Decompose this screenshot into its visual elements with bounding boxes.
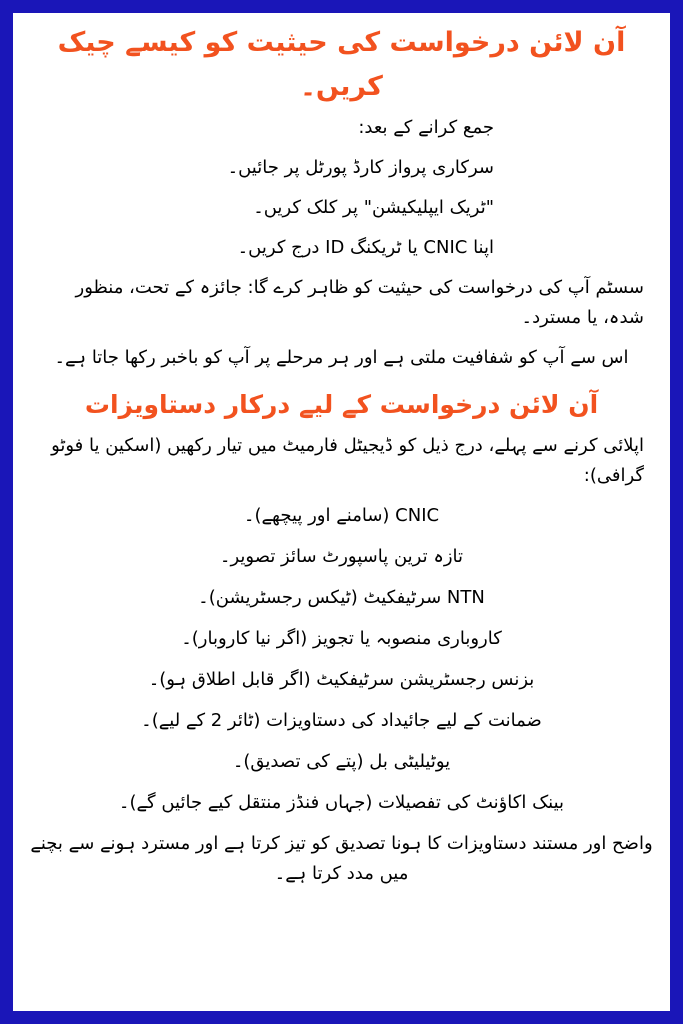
document-item: CNIC (سامنے اور پیچھے)۔	[243, 505, 440, 526]
section1-intro: جمع کرانے کے بعد:	[358, 117, 494, 138]
document-item: تازہ ترین پاسپورٹ سائز تصویر۔	[219, 546, 464, 567]
transparency-text: اس سے آپ کو شفافیت ملتی ہے اور ہر مرحلے پر آپ کو باخبر رکھا جاتا ہے۔	[54, 347, 629, 368]
document-item: بینک اکاؤنٹ کی تفصیلات (جہاں فنڈز منتقل کیے جائیں گے)۔	[118, 792, 565, 813]
document-item: ضمانت کے لیے جائیداد کی دستاویزات (ٹائر 2 کے لیے)۔	[141, 710, 542, 731]
status-text: سسٹم آپ کی درخواست کی حیثیت کو ظاہر کرے گا: جائزہ کے تحت، منظور شدہ، یا مسترد۔	[75, 277, 644, 328]
step-2: "ٹریک ایپلیکیشن" پر کلک کریں۔	[253, 197, 494, 218]
document-item: بزنس رجسٹریشن سرٹیفکیٹ (اگر قابل اطلاق ہو)۔	[148, 669, 535, 690]
document-item: NTN سرٹیفکیٹ (ٹیکس رجسٹریشن)۔	[198, 587, 485, 608]
content-panel	[13, 13, 670, 1011]
step-1: سرکاری پرواز کارڈ پورٹل پر جائیں۔	[227, 157, 494, 178]
document-item: کاروباری منصوبہ یا تجویز (اگر نیا کاروبار)۔	[181, 628, 502, 649]
closing-text: واضح اور مستند دستاویزات کا ہونا تصدیق کو تیز کرتا ہے اور مسترد ہونے سے بچنے میں مدد کرتا ہے۔	[30, 833, 653, 884]
page-title: آن لائن درخواست کی حیثیت کو کیسے چیک کریں۔	[57, 27, 626, 102]
step-3: اپنا CNIC یا ٹریکنگ ID درج کریں۔	[237, 237, 494, 258]
documents-heading: آن لائن درخواست کے لیے درکار دستاویزات	[84, 390, 599, 419]
documents-intro: اپلائی کرنے سے پہلے، درج ذیل کو ڈیجیٹل فارمیٹ میں تیار رکھیں (اسکین یا فوٹو گرافی):	[51, 435, 644, 486]
documents-list	[29, 501, 654, 818]
document-item: یوٹیلیٹی بل (پتے کی تصدیق)۔	[232, 751, 451, 772]
